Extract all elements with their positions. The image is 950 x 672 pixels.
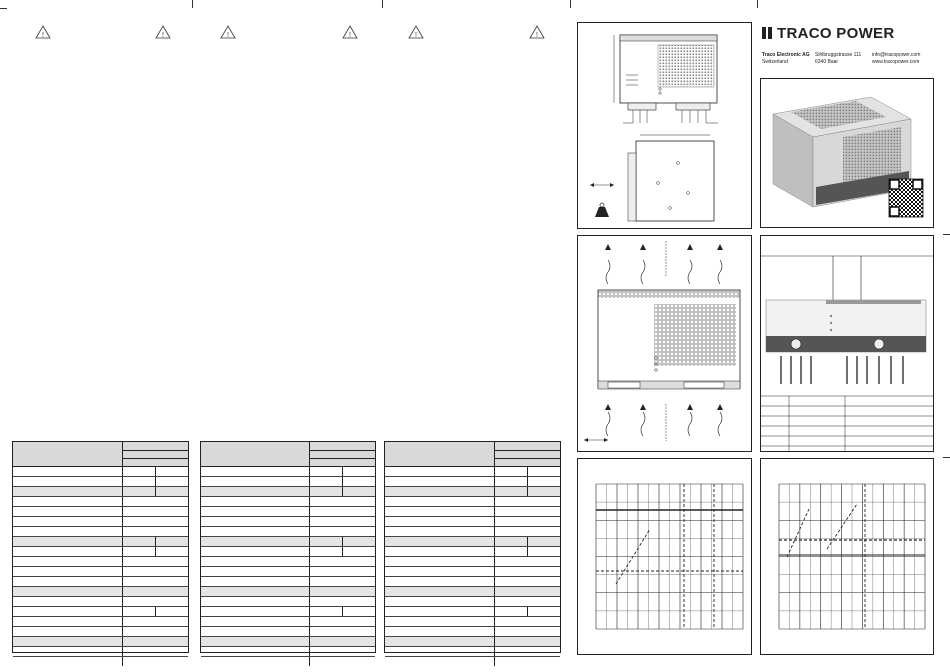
connection-panel <box>760 235 934 452</box>
table-row <box>385 657 560 666</box>
svg-text:!: ! <box>349 32 351 39</box>
fold-mark <box>757 0 758 8</box>
company-name: Traco Electronic AG <box>762 52 810 58</box>
table-header <box>201 442 375 467</box>
svg-text:!: ! <box>536 32 538 39</box>
table-row <box>385 647 560 657</box>
table-row <box>385 547 560 557</box>
table-row <box>13 647 188 657</box>
table-row <box>201 607 375 617</box>
table-row <box>13 517 188 527</box>
table-row <box>201 477 375 487</box>
product-photo <box>760 78 934 228</box>
table-row <box>13 477 188 487</box>
derating-graph-1 <box>577 458 752 655</box>
table-row <box>201 557 375 567</box>
warning-icon <box>342 25 358 39</box>
table-row <box>201 597 375 607</box>
table-row <box>13 537 188 547</box>
warning-icon <box>220 25 236 39</box>
logo-icon <box>762 27 773 39</box>
table-row <box>385 487 560 497</box>
brand-logo <box>762 25 894 42</box>
table-row <box>13 617 188 627</box>
warning-icon <box>35 25 51 39</box>
table-row <box>13 587 188 597</box>
table-row <box>201 627 375 637</box>
table-row <box>385 517 560 527</box>
crop-mark <box>0 8 7 9</box>
table-row <box>201 567 375 577</box>
email-link[interactable]: info@tracopower.com <box>872 52 921 58</box>
table-row <box>385 597 560 607</box>
table-row <box>201 487 375 497</box>
fold-mark <box>570 0 571 8</box>
table-row <box>201 497 375 507</box>
table-row <box>13 547 188 557</box>
address-block-3 <box>872 52 920 66</box>
address-block-1 <box>762 52 810 66</box>
table-row <box>201 507 375 517</box>
table-row <box>201 467 375 477</box>
city: 6340 Baar <box>815 59 839 65</box>
svg-text:!: ! <box>42 32 44 39</box>
table-row <box>385 627 560 637</box>
fold-mark <box>382 0 383 8</box>
table-row <box>385 567 560 577</box>
table-row <box>201 637 375 647</box>
spec-table <box>12 441 189 653</box>
table-row <box>201 537 375 547</box>
crop-mark <box>943 457 950 458</box>
table-row <box>13 527 188 537</box>
address-block-2 <box>815 52 861 66</box>
table-row <box>201 547 375 557</box>
fold-mark <box>192 0 193 8</box>
table-row <box>13 497 188 507</box>
table-row <box>13 557 188 567</box>
spec-table <box>384 441 561 653</box>
warning-icon <box>155 25 171 39</box>
table-row <box>201 657 375 666</box>
street: Sihlbruggstrasse 111 <box>815 52 862 58</box>
brand-name: TRACO POWER <box>777 25 895 42</box>
table-row <box>385 507 560 517</box>
table-header <box>13 442 188 467</box>
table-row <box>385 587 560 597</box>
dimension-drawing-panel <box>577 22 752 229</box>
table-row <box>13 627 188 637</box>
table-row <box>385 477 560 487</box>
svg-text:!: ! <box>162 32 164 39</box>
table-header <box>385 442 560 467</box>
derating-graph-2 <box>760 458 934 655</box>
table-row <box>13 657 188 666</box>
table-row <box>13 607 188 617</box>
table-row <box>385 617 560 627</box>
crop-mark <box>943 234 950 235</box>
table-row <box>13 597 188 607</box>
table-row <box>201 617 375 627</box>
table-row <box>13 487 188 497</box>
web-link[interactable]: www.tracopower.com <box>872 59 920 65</box>
table-row <box>201 647 375 657</box>
table-row <box>385 527 560 537</box>
table-row <box>13 637 188 647</box>
table-row <box>13 577 188 587</box>
table-row <box>201 587 375 597</box>
grid-line <box>787 509 809 557</box>
table-row <box>385 467 560 477</box>
grid-line <box>827 504 857 549</box>
table-row <box>13 507 188 517</box>
table-row <box>385 497 560 507</box>
spec-table <box>200 441 376 653</box>
table-row <box>13 567 188 577</box>
warning-icon <box>408 25 424 39</box>
warning-icon <box>529 25 545 39</box>
table-row <box>13 467 188 477</box>
table-row <box>385 537 560 547</box>
table-row <box>385 577 560 587</box>
table-row <box>385 557 560 567</box>
svg-text:!: ! <box>227 32 229 39</box>
table-row <box>385 637 560 647</box>
table-row <box>201 517 375 527</box>
table-row <box>201 527 375 537</box>
table-row <box>201 577 375 587</box>
airflow-panel <box>577 235 752 452</box>
table-row <box>385 607 560 617</box>
svg-text:!: ! <box>415 32 417 39</box>
country: Switzerland <box>762 59 788 65</box>
